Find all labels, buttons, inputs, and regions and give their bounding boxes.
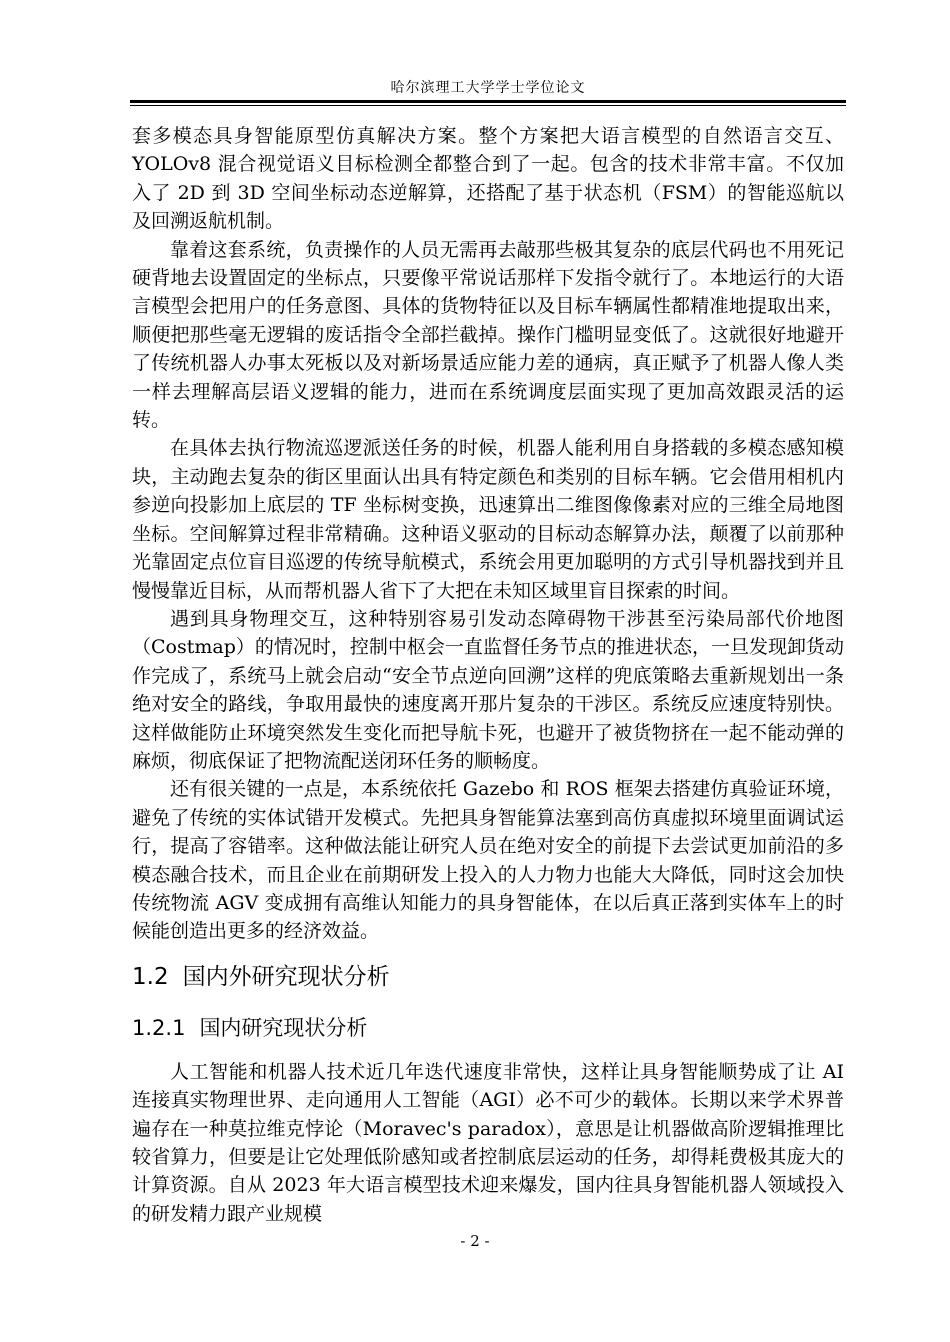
body-text	[132, 122, 844, 1228]
subsection-title: 国内研究现状分析	[199, 1015, 368, 1040]
subsection-heading	[132, 1014, 844, 1042]
paragraph: 在具体去执行物流巡逻派送任务的时候，机器人能利用自身搭载的多模态感知模块，主动跑去复杂的街区里面认出具有特定颜色和类别的目标车辆。它会借用相机内参逆向投影加上底层的 TF 坐标树变换，迅速算出二维图像像素对应的三维全局地图坐标。空间解算过程非常精确。这种语义驱动的目标动态解算办法，颠覆了以前那种光靠固定点位盲目巡逻的传统导航模式，系统会用更加聪明的方式引导机器找到并且慢慢靠近目标，从而帮机器人省下了大把在未知区域里盲目探索的时间。	[132, 437, 844, 602]
paragraph: 遇到具身物理交互，这种特别容易引发动态障碍物干涉甚至污染局部代价地图（Costmap）的情况时，控制中枢会一直监督任务节点的推进状态，一旦发现卸货动作完成了，系统马上就会启动“安全节点逆向回溯”这样的兜底策略去重新规划出一条绝对安全的路线，争取用最快的速度离开那片复杂的干涉区。系统反应速度特别快。这样做能防止环境突然发生变化而把导航卡死，也避开了被货物挤在一起不能动弹的麻烦，彻底保证了把物流配送闭环任务的顺畅度。	[132, 607, 844, 772]
running-header: 哈尔滨理工大学学士学位论文	[390, 80, 586, 96]
page-number: - 2 -	[460, 1232, 490, 1250]
header-rule-thin	[130, 105, 846, 106]
section-heading	[132, 962, 844, 992]
section-title: 国内外研究现状分析	[182, 963, 390, 990]
paragraph-continued: 套多模态具身智能原型仿真解决方案。整个方案把大语言模型的自然语言交互、YOLOv8 混合视觉语义目标检测全都整合到了一起。包含的技术非常丰富。不仅加入了 2D 到 3D 空间坐标动态逆解算，还搭配了基于状态机（FSM）的智能巡航以及回溯返航机制。	[132, 125, 844, 233]
paragraph: 靠着这套系统，负责操作的人员无需再去敲那些极其复杂的底层代码也不用死记硬背地去设置固定的坐标点，只要像平常说话那样下发指令就行了。本地运行的大语言模型会把用户的任务意图、具体的货物特征以及目标车辆属性都精准地提取出来，顺便把那些毫无逻辑的废话指令全部拦截掉。操作门槛明显变低了。这就很好地避开了传统机器人办事太死板以及对新场景适应能力差的通病，真正赋予了机器人像人类一样去理解高层语义逻辑的能力，进而在系统调度层面实现了更加高效跟灵活的运转。	[132, 238, 844, 432]
header-rule-thick	[130, 100, 846, 103]
paragraph: 人工智能和机器人技术近几年迭代速度非常快，这样让具身智能顺势成了让 AI 连接真实物理世界、走向通用人工智能（AGI）必不可少的载体。长期以来学术界普遍存在一种莫拉维克悖论（Moravec's paradox），意思是让机器做高阶逻辑推理比较省算力，但要是让它处理低阶感知或者控制底层运动的任务，却得耗费极其庞大的计算资源。自从 2023 年大语言模型技术迎来爆发，国内往具身智能机器人领域投入的研发精力跟产业规模	[132, 1060, 844, 1225]
section-number: 1.2	[132, 963, 169, 990]
subsection-number: 1.2.1	[132, 1015, 186, 1040]
paragraph: 还有很关键的一点是，本系统依托 Gazebo 和 ROS 框架去搭建仿真验证环境，避免了传统的实体试错开发模式。先把具身智能算法塞到高仿真虚拟环境里面调试运行，提高了容错率。这种做法能让研究人员在绝对安全的前提下去尝试更加前沿的多模态融合技术，而且企业在前期研发上投入的人力物力也能大大降低，同时这会加快传统物流 AGV 变成拥有高维认知能力的具身智能体，在以后真正落到实体车上的时候能创造出更多的经济效益。	[132, 778, 844, 943]
